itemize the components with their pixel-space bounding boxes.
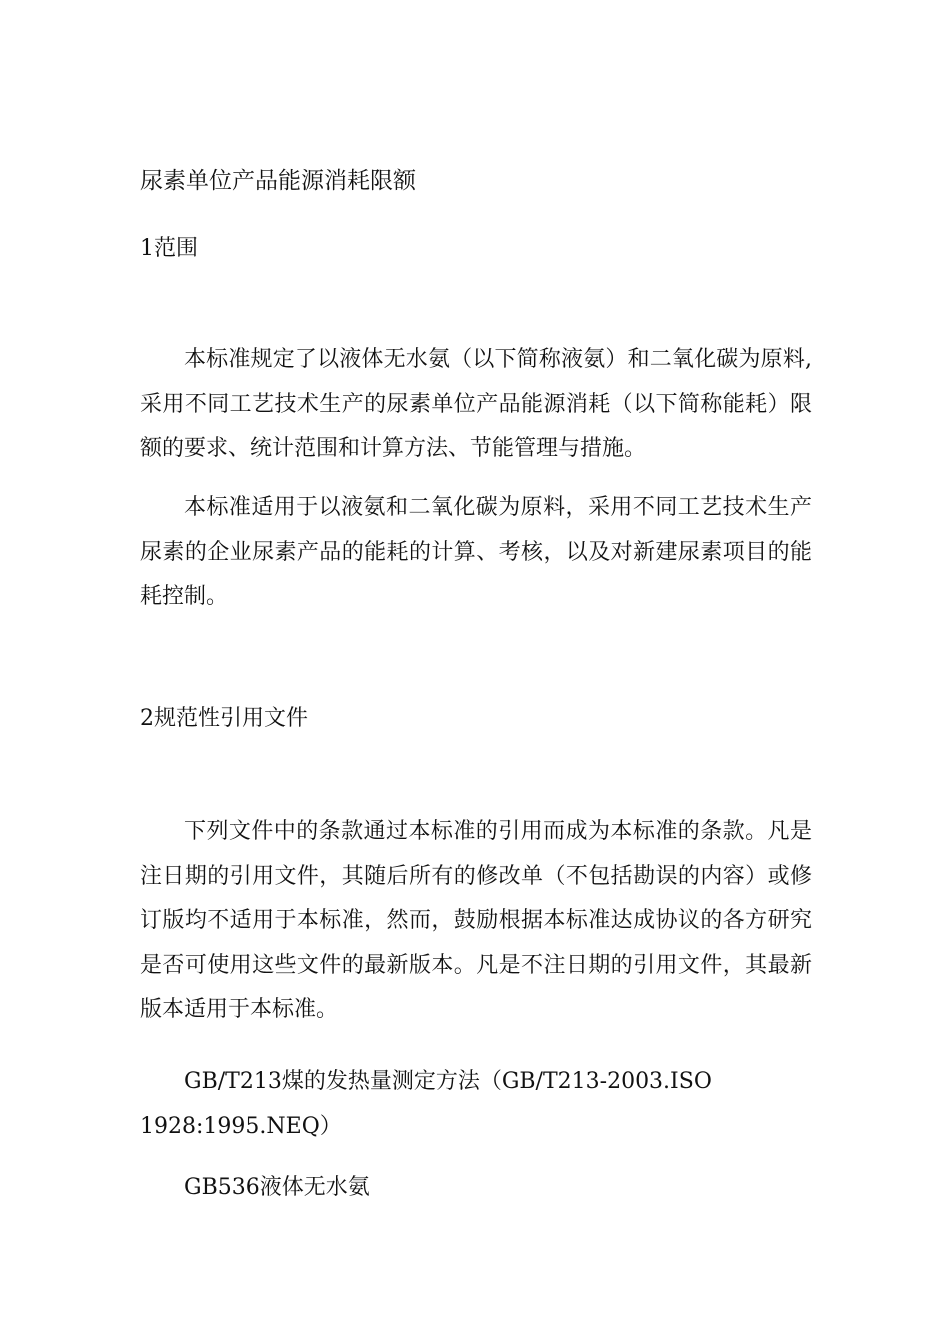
document-title: 尿素单位产品能源消耗限额	[140, 168, 416, 194]
section-1-paragraph-2: 本标准适用于以液氨和二氧化碳为原料，采用不同工艺技术生产尿素的企业尿素产品的能耗的计算、考核，以及对新建尿素项目的能耗控制。	[140, 495, 812, 609]
section-2-paragraph: 下列文件中的条款通过本标准的引用而成为本标准的条款。凡是注日期的引用文件，其随后所有的修改单（不包括勘误的内容）或修订版均不适用于本标准，然而，鼓励根据本标准达成协议的各方研究是否可使用这些文件的最新版本。凡是不注日期的引用文件，其最新版本适用于本标准。	[140, 819, 812, 1022]
reference-gb536: GB536液体无水氨	[184, 1175, 370, 1200]
reference-gb-t213: GB/T213煤的发热量测定方法（GB/T213-2003.ISO 1928:1995.NEQ）	[140, 1069, 712, 1139]
section-1-heading: 1范围	[140, 236, 198, 261]
section-1-paragraph-1: 本标准规定了以液体无水氨（以下简称液氨）和二氧化碳为原料,采用不同工艺技术生产的尿素单位产品能源消耗（以下简称能耗）限额的要求、统计范围和计算方法、节能管理与措施。	[140, 347, 812, 461]
section-2-heading: 2规范性引用文件	[140, 706, 308, 731]
